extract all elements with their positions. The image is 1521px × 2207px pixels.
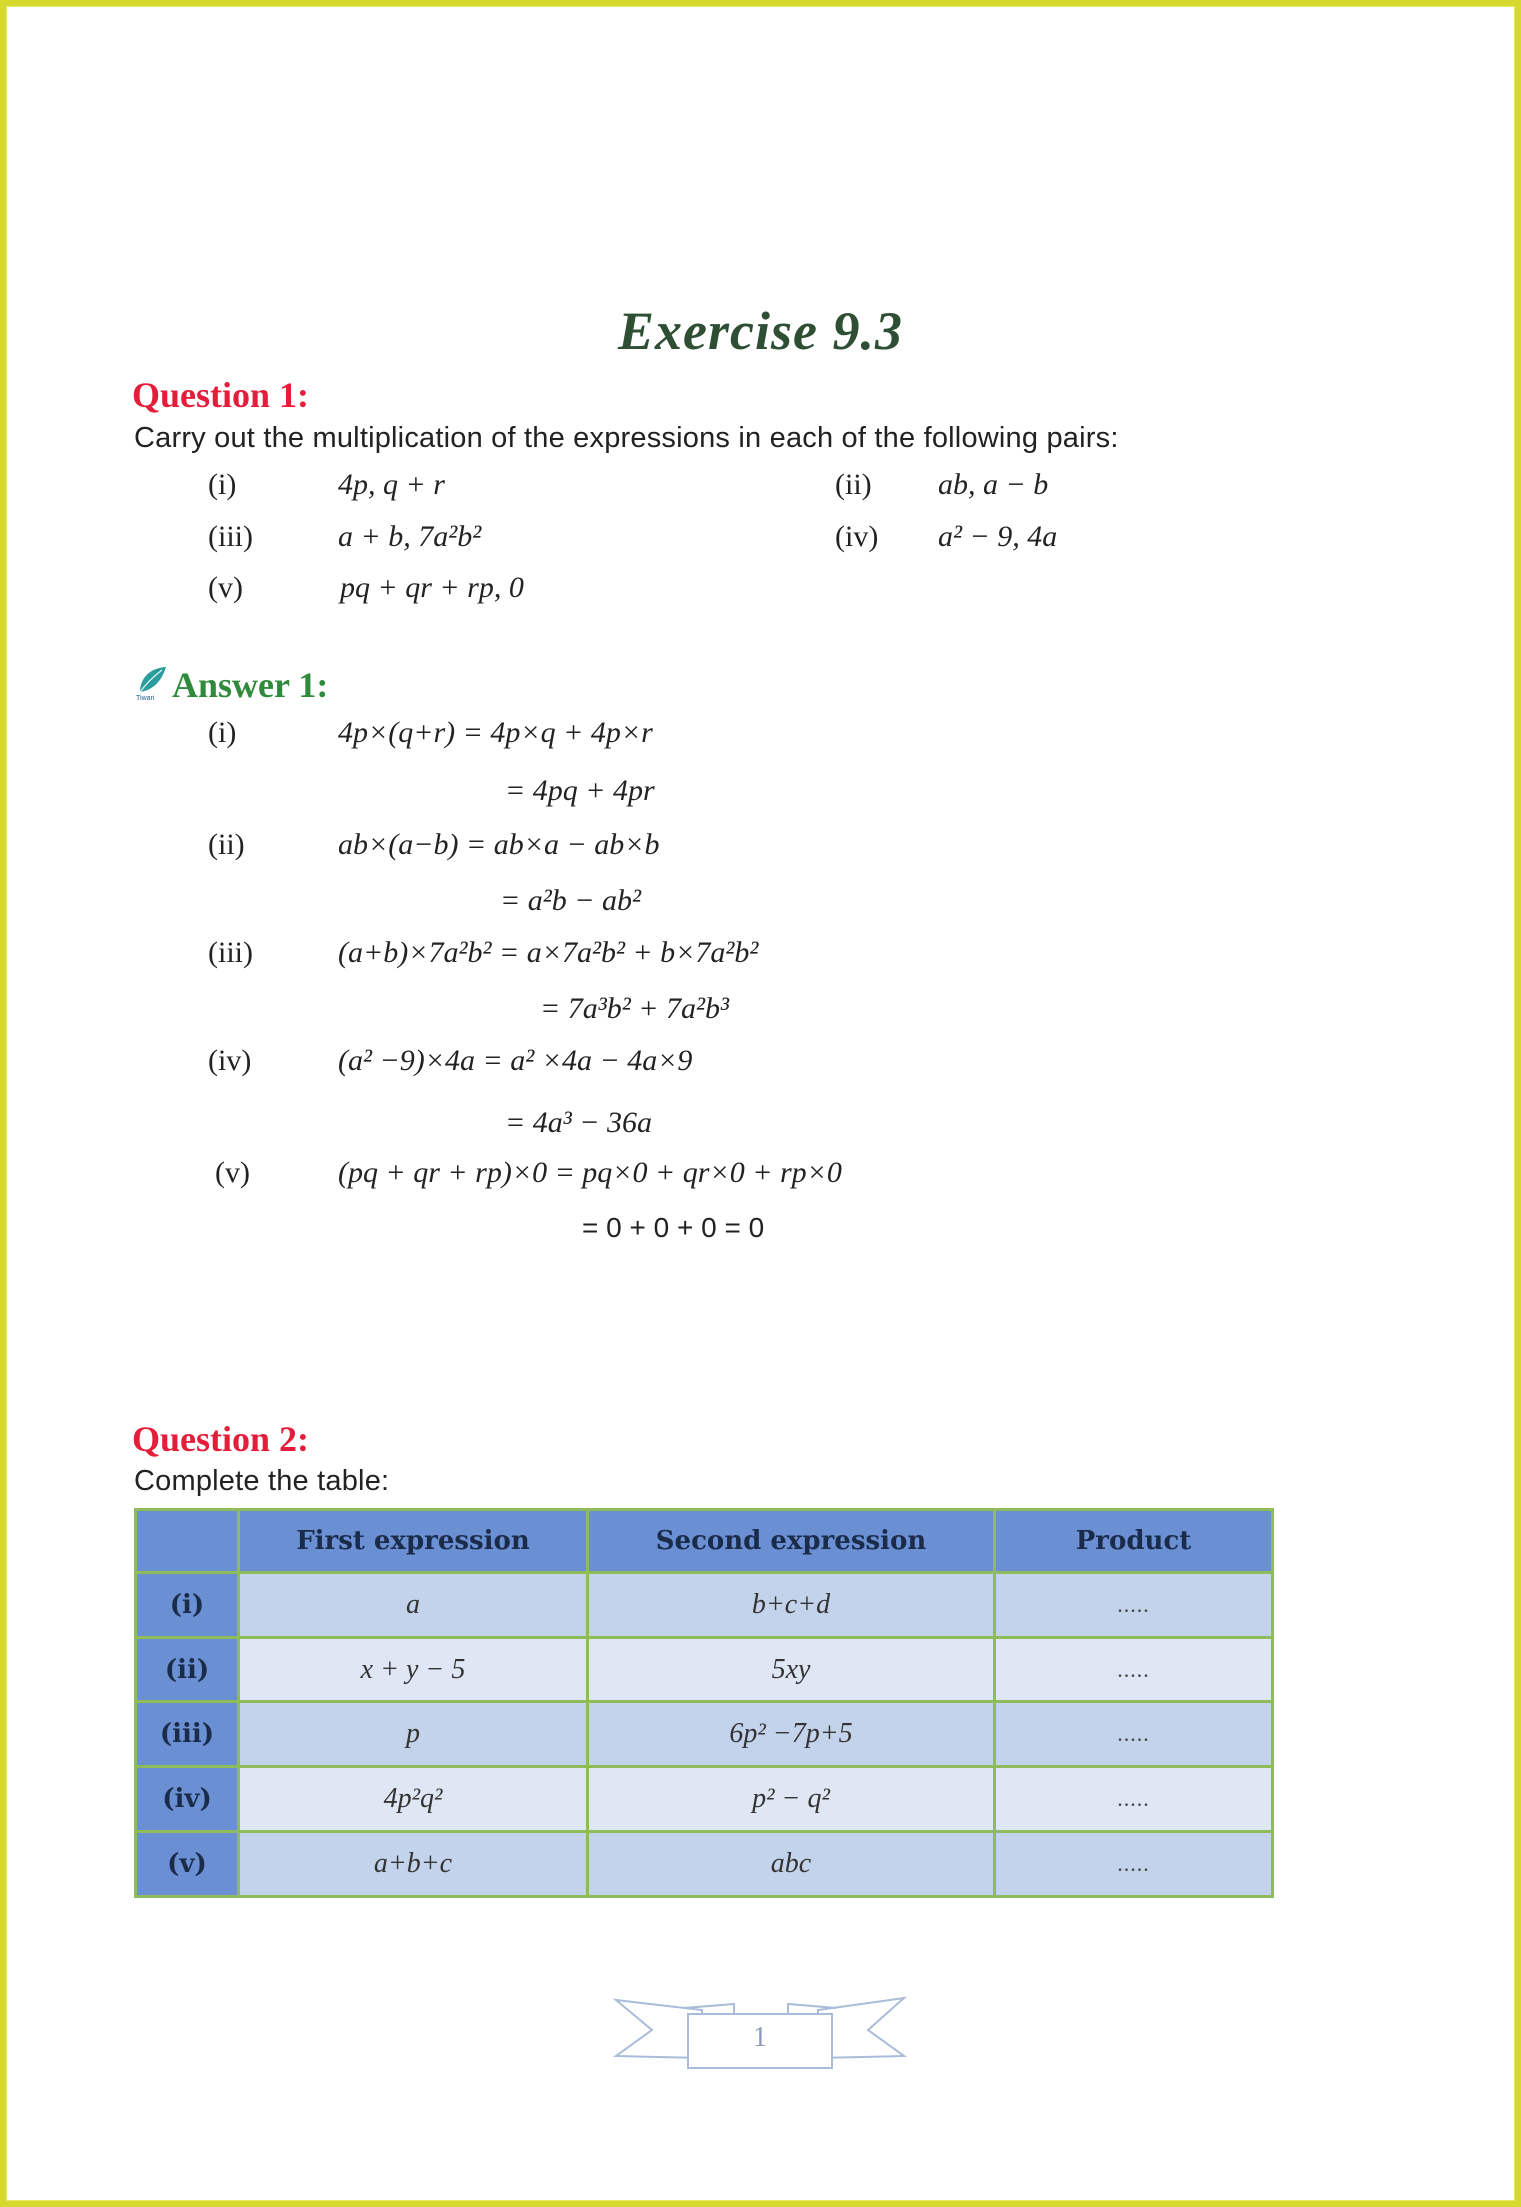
second-expression: p² − q²	[752, 1783, 830, 1815]
q1-item-expr: 4p, q + r	[338, 468, 445, 501]
first-expression-cell	[239, 1832, 588, 1897]
product-cell	[995, 1572, 1273, 1637]
answer-1-heading: Answer 1:	[172, 665, 329, 705]
first-expression-cell	[239, 1572, 588, 1637]
row-label: (ii)	[136, 1637, 239, 1702]
q1-item-expr: ab, a − b	[938, 468, 1049, 501]
first-expression: a	[406, 1588, 420, 1620]
first-expression-cell	[239, 1637, 588, 1702]
q1-item-label: (i)	[208, 468, 237, 501]
product-placeholder: .....	[1117, 1721, 1150, 1747]
product-cell	[995, 1832, 1273, 1897]
product-placeholder: .....	[1117, 1656, 1150, 1682]
first-expression: a+b+c	[373, 1848, 453, 1880]
first-expression: x + y − 5	[360, 1653, 466, 1685]
q1-item-expr: pq + qr + rp, 0	[340, 571, 524, 604]
table-row	[136, 1767, 1273, 1832]
product-cell	[995, 1637, 1273, 1702]
a1-step-line2: = 7a³b² + 7a²b³	[540, 992, 729, 1025]
a1-step-line1: 4p×(q+r) = 4p×q + 4p×r	[338, 716, 653, 749]
second-expression: 6p² −7p+5	[729, 1718, 853, 1750]
second-expression: abc	[770, 1848, 812, 1880]
a1-step-line1: ab×(a−b) = ab×a − ab×b	[338, 828, 660, 861]
a1-step-label: (i)	[208, 716, 237, 749]
a1-step-line2: = 4pq + 4pr	[505, 774, 655, 807]
page-number: 1	[753, 2022, 767, 2053]
svg-text:Tiwari: Tiwari	[136, 695, 155, 702]
a1-step-line1: (pq + qr + rp)×0 = pq×0 + qr×0 + rp×0	[338, 1156, 842, 1189]
second-expression-cell	[588, 1572, 995, 1637]
q1-item-label: (iv)	[835, 520, 879, 553]
a1-step-line1: (a+b)×7a²b² = a×7a²b² + b×7a²b²	[338, 936, 759, 969]
table-row	[136, 1572, 1273, 1637]
question-2-heading: Question 2:	[132, 1419, 310, 1459]
second-expression: b+c+d	[751, 1588, 831, 1620]
page-title: Exercise 9.3	[618, 301, 903, 361]
row-label: (iv)	[136, 1767, 239, 1832]
a1-step-line2: = a²b − ab²	[500, 884, 641, 917]
product-placeholder: .....	[1117, 1851, 1150, 1877]
row-label: (iii)	[136, 1702, 239, 1767]
q1-item-label: (iii)	[208, 520, 253, 553]
a1-step-line2: = 0 + 0 + 0 = 0	[582, 1212, 765, 1243]
a1-step-label: (v)	[215, 1156, 250, 1189]
product-placeholder: .....	[1117, 1591, 1150, 1617]
first-expression: 4p²q²	[383, 1783, 443, 1815]
a1-step-line2: = 4a³ − 36a	[505, 1106, 652, 1139]
table-row	[136, 1637, 1273, 1702]
product-placeholder: .....	[1117, 1786, 1150, 1812]
first-expression-cell	[239, 1767, 588, 1832]
second-expression-cell	[588, 1767, 995, 1832]
a1-step-label: (iv)	[208, 1044, 252, 1077]
q1-item-expr: a² − 9, 4a	[938, 520, 1058, 553]
a1-step-label: (ii)	[208, 828, 245, 861]
row-label: (v)	[136, 1832, 239, 1897]
second-expression-cell	[588, 1637, 995, 1702]
second-expression-cell	[588, 1702, 995, 1767]
second-expression: 5xy	[771, 1653, 811, 1685]
table-header-first: First expression	[239, 1510, 588, 1573]
question-1-prompt: Carry out the multiplication of the expressions in each of the following pairs:	[134, 422, 1119, 454]
product-cell	[995, 1767, 1273, 1832]
table-row	[136, 1832, 1273, 1897]
product-cell	[995, 1702, 1273, 1767]
q1-item-expr: a + b, 7a²b²	[338, 520, 482, 553]
a1-step-label: (iii)	[208, 936, 253, 969]
table-header-corner	[136, 1510, 239, 1573]
table-row	[136, 1702, 1273, 1767]
q1-item-label: (v)	[208, 571, 243, 604]
table-header-second: Second expression	[588, 1510, 995, 1573]
first-expression-cell	[239, 1702, 588, 1767]
question-1-heading: Question 1:	[132, 375, 310, 415]
question-2-prompt: Complete the table:	[134, 1465, 390, 1497]
second-expression-cell	[588, 1832, 995, 1897]
products-table	[134, 1508, 1274, 1898]
q1-item-label: (ii)	[835, 468, 872, 501]
table-header-product: Product	[995, 1510, 1273, 1573]
tiwari-leaf-logo-icon	[132, 664, 170, 702]
row-label: (i)	[136, 1572, 239, 1637]
first-expression: p	[406, 1718, 420, 1750]
a1-step-line1: (a² −9)×4a = a² ×4a − 4a×9	[338, 1044, 693, 1077]
table-header-row	[136, 1510, 1273, 1573]
